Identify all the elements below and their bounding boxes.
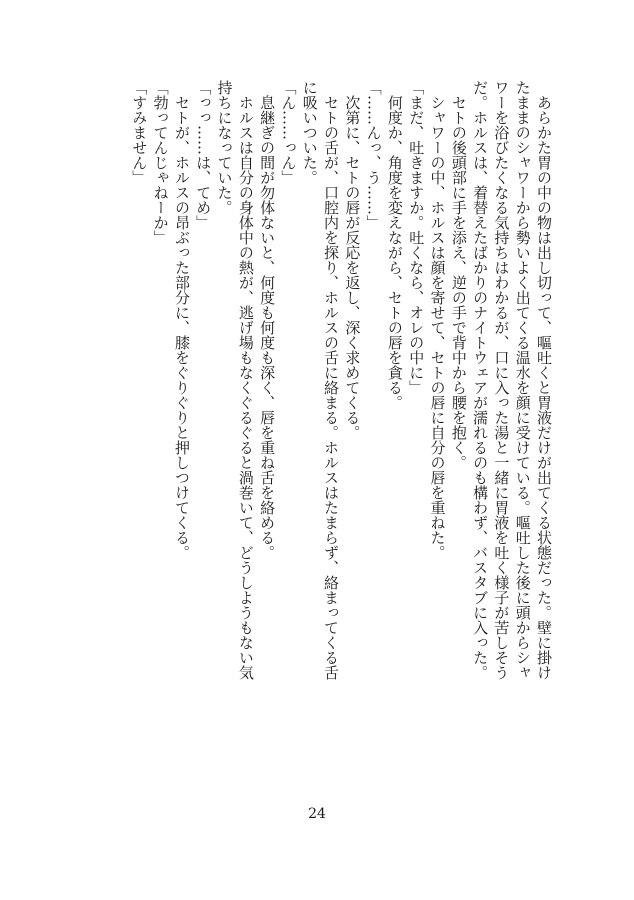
text-line: ワーを浴びたくなる気持ちはわかるが、口に入った湯と一緒に胃液を吐く様子が苦しそう <box>492 80 511 680</box>
text-line: シャワーの中、ホルスは顔を寄せて、セトの唇に自分の唇を重ねた。 <box>428 80 447 560</box>
text-line: あらかた胃の中の物は出し切って、嘔吐くと胃液だけが出てくる状態だった。壁に掛け <box>535 80 553 680</box>
text-line: 「勃ってんじゃねーか」 <box>151 80 170 245</box>
text-line: セトの舌が、口腔内を探り、ホルスの舌に絡まる。ホルスはたまらず、絡まってくる舌 <box>322 80 341 680</box>
vertical-text-body <box>74 80 554 720</box>
text-line: ホルスは自分の身体中の熱が、逃げ場もなくぐるぐると渦巻いて、どうしようもない気 <box>236 80 255 680</box>
text-line: 「すみません」 <box>130 80 149 185</box>
text-line: だ。ホルスは、着替えたばかりのナイトウェアが濡れるのも構わず、バスタブに入った。 <box>471 80 490 680</box>
text-line: たままのシャワーから勢いよく出てくる温水を顔に受けている。嘔吐した後に頭からシャ <box>513 80 532 680</box>
text-line: セトの後頭部に手を添え、逆の手で背中から腰を抱く。 <box>449 80 468 470</box>
text-line: に吸いついた。 <box>300 80 319 185</box>
text-line: 息継ぎの間が勿体ないと、何度も何度も深く、唇を重ね舌を絡める。 <box>258 80 277 560</box>
text-line: 何度か、角度を変えながら、セトの唇を貪る。 <box>385 80 404 410</box>
text-line: 「ん……っん」 <box>279 80 298 185</box>
text-line: 「っっ……は、てめ」 <box>194 80 213 230</box>
text-line: セトが、ホルスの昂ぶった部分に、膝をぐりぐりと押しつけてくる。 <box>172 80 191 560</box>
text-line: 「……んっ、う……」 <box>364 80 383 230</box>
text-line: 「まだ、吐きますか。吐くなら、オレの中に」 <box>407 80 426 395</box>
text-line: 次第に、セトの唇が反応を返し、深く求めてくる。 <box>343 80 362 440</box>
page-number: 24 <box>308 806 326 822</box>
text-line: 持ちになっていた。 <box>215 80 234 215</box>
